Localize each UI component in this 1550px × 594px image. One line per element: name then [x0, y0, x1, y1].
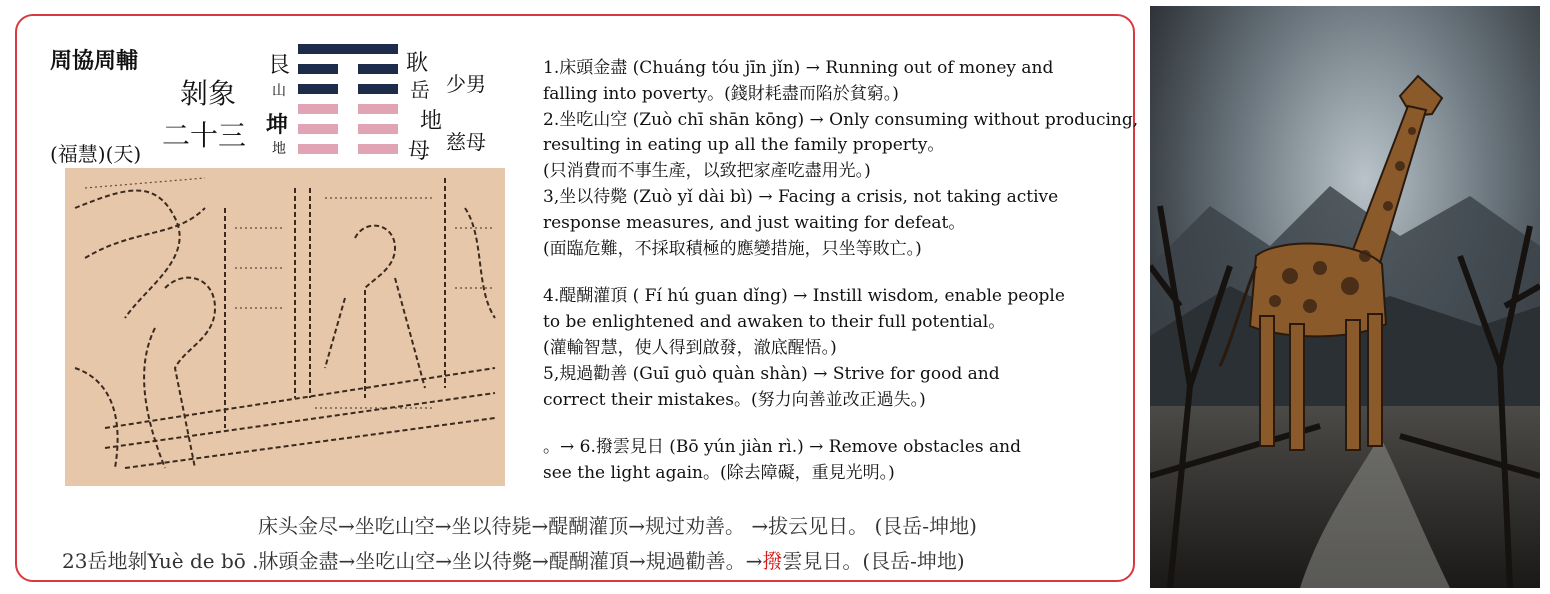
idiom-1-line-2: falling into poverty。(錢財耗盡而陷於貧窮。): [543, 83, 899, 104]
giraffe-photo: [1150, 6, 1540, 588]
idiom-2-line-1: 2.坐吃山空 (Zuò chī shān kōng) → Only consuming without producing,: [543, 109, 1139, 130]
bracket-note: (福慧)(天): [50, 142, 142, 166]
yang-line-6: [298, 44, 398, 54]
idiom-3-line-3: (面臨危難，不採取積極的應變措施，只坐等敗亡。): [543, 238, 922, 259]
summary-simplified: 床头金尽→坐吃山空→坐以待毙→醍醐灌顶→规过劝善。 →拔云见日。 (艮岳-坤地): [258, 514, 977, 538]
yin-line-1-left: [298, 144, 338, 154]
yin-line-4-right: [358, 84, 398, 94]
idiom-3-line-2: response measures, and just waiting for defeat。: [543, 212, 966, 233]
family-upper: 少男: [446, 72, 486, 96]
lower-trigram-name: 坤: [266, 112, 289, 138]
family-lower: 慈母: [446, 130, 486, 154]
yin-line-4-left: [298, 84, 338, 94]
idiom-4-line-2: to be enlightened and awaken to their full potential。: [543, 312, 1006, 333]
idiom-4-line-1: 4.醍醐灌頂 ( Fí hú guan dǐng) → Instill wisdom, enable people: [543, 286, 1065, 307]
idiom-1-line-1: 1.床頭金盡 (Chuáng tóu jīn jǐn) → Running out of money and: [543, 58, 1054, 78]
idiom-2-line-2: resulting in eating up all the family property。: [543, 135, 945, 156]
card-title: 周協周輔: [50, 48, 139, 74]
idiom-3-line-1: 3,坐以待斃 (Zuò yǐ dài bì) → Facing a crisis, not taking active: [543, 186, 1059, 207]
upper-trigram-name: 艮: [268, 53, 291, 78]
idiom-5-line-1: 5,規過勸善 (Guī guò quàn shàn) → Strive for good and: [543, 363, 1000, 384]
right-label-1: 耿: [406, 51, 429, 76]
right-label-3: 地: [420, 109, 443, 134]
hexagram-name: 剝象: [180, 77, 237, 110]
idiom-list: [543, 56, 1138, 487]
summary-highlight-char: 撥: [762, 549, 783, 573]
upper-trigram-element: 山: [272, 83, 286, 99]
yin-line-1-right: [358, 144, 398, 154]
idiom-6-line-1: 。→ 6.撥雲見日 (Bō yún jiàn rì.) → Remove obstacles and: [543, 437, 1021, 458]
giraffe-scene: [1150, 6, 1540, 588]
right-label-2: 岳: [410, 78, 430, 102]
yin-line-2-left: [298, 124, 338, 134]
idiom-4-line-3: (灌輸智慧，使人得到啟發，澈底醒悟。): [543, 337, 837, 358]
summary-traditional-prefix: 23岳地剝Yuè de bō .牀頭金盡→坐吃山空→坐以待斃→醍醐灌頂→規過勸善。→: [62, 549, 763, 573]
yin-line-5-right: [358, 64, 398, 74]
summary-traditional-suffix: 雲見日。(艮岳-坤地): [782, 549, 965, 573]
hexagram-number: 二十三: [162, 119, 247, 152]
idiom-2-line-3: (只消費而不事生產，以致把家產吃盡用光。): [543, 161, 871, 182]
yin-line-5-left: [298, 64, 338, 74]
yin-line-3-right: [358, 104, 398, 114]
right-label-4: 母: [408, 139, 431, 164]
woodcut-drawing: [65, 168, 505, 486]
summary-traditional: [62, 545, 965, 574]
yin-line-3-left: [298, 104, 338, 114]
lower-trigram-element: 地: [272, 141, 286, 157]
idiom-5-line-2: correct their mistakes。(努力向善並改正過失。): [543, 389, 926, 410]
idiom-6-line-2: see the light again。(除去障礙，重見光明。): [543, 463, 895, 484]
woodcut-illustration: [65, 168, 505, 486]
yin-line-2-right: [358, 124, 398, 134]
